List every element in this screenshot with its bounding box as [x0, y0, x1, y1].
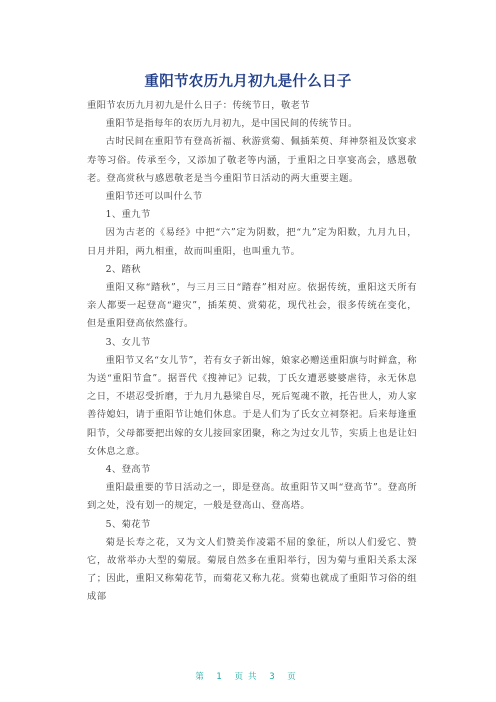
paragraph: 重阳节农历九月初九是什么日子：传统节日，敬老节: [87, 100, 311, 111]
paragraph: 因为古老的《易经》中把“六”定为阴数，把“九”定为阳数，九月九日，日月并阳，两九相重，故而叫重阳，也叫重九节。: [87, 227, 417, 257]
document-body: [87, 97, 417, 607]
paragraph: 古时民间在重阳节有登高祈福、秋游赏菊、佩插茱萸、拜神祭祖及饮宴求寿等习俗。传承至今，又添加了敬老等内涵，于重阳之日享宴高会，感恩敬老。登高赏秋与感恩敬老是当今重阳节日活动的两大重要主题。: [87, 136, 417, 184]
paragraph: 3、女儿节: [105, 336, 151, 348]
paragraph: 重阳又称“踏秋”，与三月三日“踏春”相对应。依据传统，重阳这天所有亲人都要一起登高“避灾”，插茱萸、赏菊花，现代社会，很多传统在变化，但是重阳登高依然盛行。: [87, 282, 417, 330]
paragraph: 1、重九节: [105, 209, 151, 221]
paragraph: 5、菊花节: [105, 518, 151, 530]
document-title: 重阳节农历九月初九是什么日子: [144, 74, 352, 90]
paragraph: 4、登高节: [105, 464, 151, 476]
paragraph: 重阳节是指每年的农历九月初九，是中国民间的传统节日。: [105, 118, 358, 130]
paragraph: 重阳节又名“女儿节”，若有女子新出嫁，娘家必赠送重阳旗与时鲜盒，称为送“重阳节盒”。据晋代《搜神记》记载，丁氏女遭恶婆婆虐待，永无休息之日，不堪忍受折磨，于九月九悬梁自尽，死后冤魂不散，托告世人，劝人家善待媳妇，请于重阳节让她们休息。于是人们为了氏女立祠祭祀。后来每逢重阳节，父母都要把出嫁的女儿接回家团聚，称之为过女儿节，实质上也是让妇女休息之意。: [87, 354, 417, 457]
paragraph: 菊是长寿之花，又为文人们赞美作凌霜不屈的象征，所以人们爱它、赞它，故常举办大型的菊展。菊展自然多在重阳举行，因为菊与重阳关系太深了；因此，重阳又称菊花节，而菊花又称九花。赏菊也就成了重阳节习俗的组成部: [87, 536, 417, 603]
paragraph: 2、踏秋: [105, 263, 141, 275]
page-footer: 第 1 页共 3 页: [195, 672, 301, 682]
paragraph: 重阳节还可以叫什么节: [105, 191, 203, 203]
paragraph: 重阳最重要的节日活动之一，即是登高。故重阳节又叫“登高节”。登高所到之处，没有划一的规定，一般是登高山、登高塔。: [87, 482, 417, 512]
